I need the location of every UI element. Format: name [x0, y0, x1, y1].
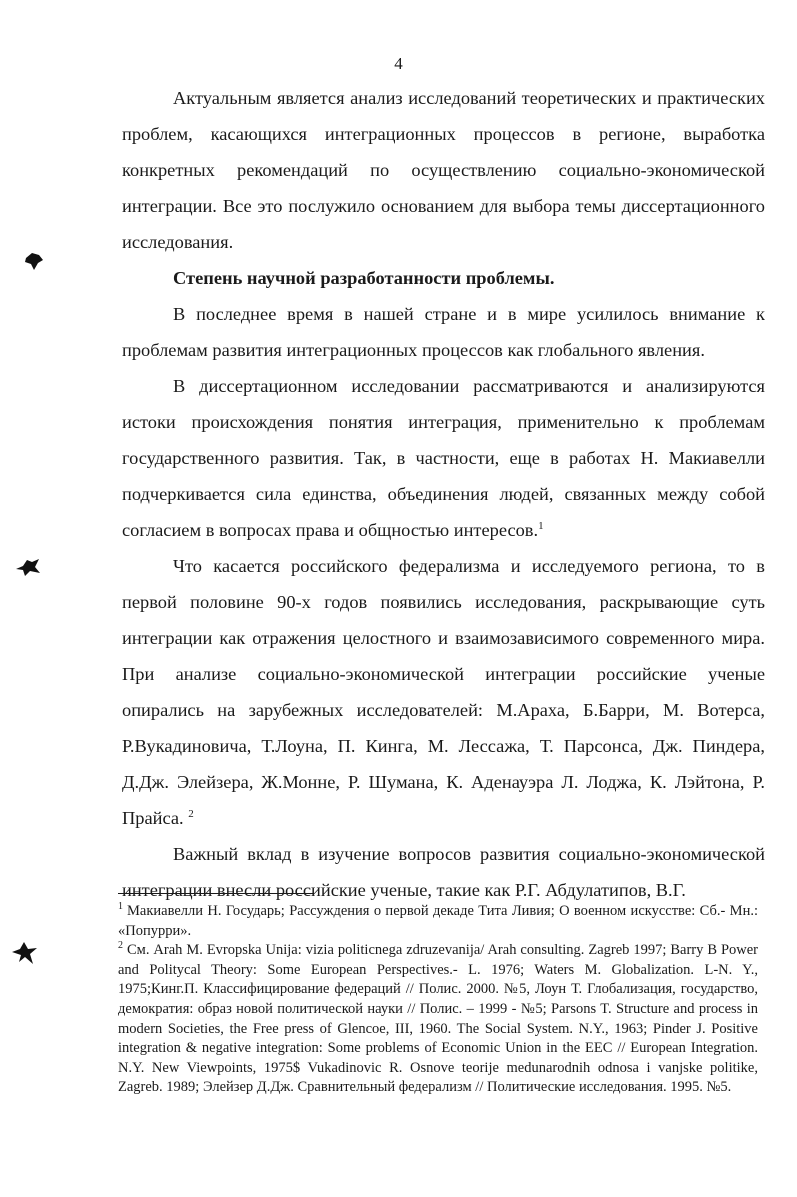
paragraph-text: Что касается российского федерализма и исследуемого региона, то в первой половине 90-х годов появились исследования, раскрывающие суть интеграции как отражения целостного и взаимозависимого современного мира. При анализе социально-экономической интеграции российские ученые опирались на зарубежных исследователей: М.Араха, Б.Барри, М. Вотерса, Р.Вукадиновича, Т.Лоуна, П. Кинга, М. Лессажа, Т. Парсонса, Дж. Пиндера, Д.Дж. Элейзера, Ж.Монне, Р. Шумана, К. Аденауэра Л. Лоджа, К. Лэйтона, Р. Прайса. — [122, 556, 765, 828]
footnote-number: 2 — [118, 940, 123, 952]
footnote-divider — [118, 893, 314, 894]
scan-blot-mark — [10, 940, 40, 966]
footnote-number: 1 — [118, 901, 123, 912]
footnote — [118, 941, 758, 1098]
paragraph: Важный вклад в изучение вопросов развития социально-экономической интеграции внесли российские ученые, такие как Р.Г. Абдулатипов, В.Г. — [122, 844, 765, 900]
section-heading: Степень научной разработанности проблемы. — [173, 268, 555, 288]
paragraph — [122, 368, 765, 548]
footnote — [118, 902, 758, 941]
footnote-ref-2[interactable]: 2 — [188, 808, 194, 820]
footnote-text: Макиавелли Н. Государь; Рассуждения о первой декаде Тита Ливия; О военном искусстве: Сб.- Мн.: «Попурри». — [118, 903, 758, 939]
scan-blot-mark — [22, 250, 46, 272]
scan-blot-mark — [14, 556, 42, 578]
footnote-ref-1[interactable]: 1 — [538, 520, 544, 532]
paragraph — [122, 548, 765, 836]
paragraph: Актуальным является анализ исследований теоретических и практических проблем, касающихся интеграционных процессов в регионе, выработка конкретных рекомендаций по осуществлению социально-экономической интеграции. Все это послужило основанием для выбора темы диссертационного исследования. — [122, 88, 765, 252]
paragraph: В последнее время в нашей стране и в мире усилилось внимание к проблемам развития интеграционных процессов как глобального явления. — [122, 304, 765, 360]
page-number: 4 — [394, 54, 403, 73]
paragraph-text: В диссертационном исследовании рассматриваются и анализируются истоки происхождения понятия интеграция, применительно к проблемам государственного развития. Так, в частности, еще в работах Н. Макиавелли подчеркивается сила единства, объединения людей, связанных между собой согласием в вопросах права и общностью интересов. — [122, 376, 765, 540]
footnotes — [118, 902, 758, 1098]
main-text — [122, 80, 765, 908]
footnote-text: См. Arah M. Evropska Unija: vizia politicnega zdruzevanija/ Arah consulting. Zagreb 1997; Barry B Power and Politycal Theory: Some European Perspectives.- L. 1976; Waters M. Globalization. L-N. Y., 1975;Кинг.П. Классифицирование федераций // Полис. 2000. №5, Лоун Т. Глобализация, государство, демократия: образ новой политической науки // Полис. – 1999 - №5; Parsons T. Structure and process in modern Societies, the Free press of Glencoe, III, 1960. The Social System. N.Y., 1963; Pinder J. Positive integration & negative integration: Some problems of Economic Union in the EEC // European Integration. N.Y. New Viewpoints, 1975$ Vukadinovic R. Osnove teorije medunarodnih odnosa i vanjske politike, Zagreb. 1989; Элейзер Д.Дж. Сравнительный федерализм // Политические исследования. 1995. №5. — [118, 942, 758, 1096]
